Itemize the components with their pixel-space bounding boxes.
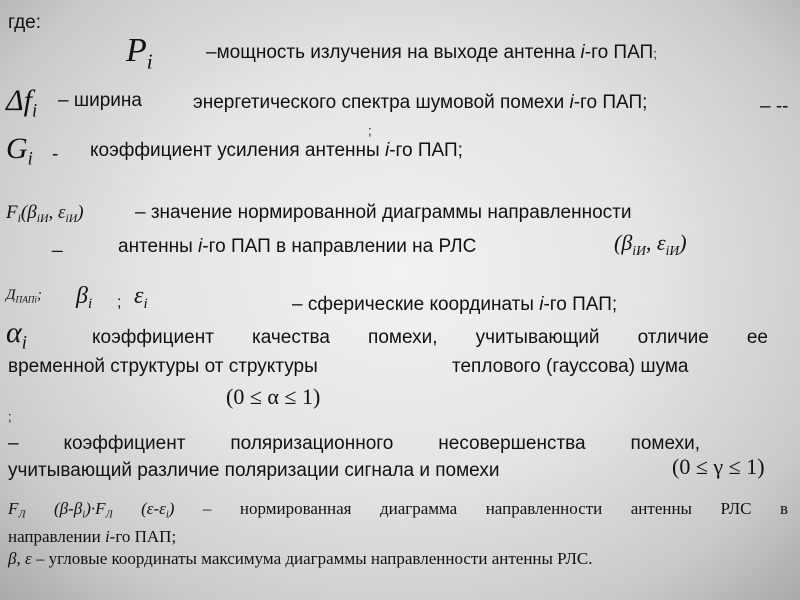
gain-description: коэффициент усиления антенны i-го ПАП;: [90, 140, 463, 161]
radar-pattern-note: $F_Л$ $(\beta-\beta_i)\cdot F_Л$ $(\varepsilon-\varepsilon_i)$ – нормированная диаграмма направленности антенны РЛС в направлении i-го ПАП;: [8, 499, 788, 546]
power-description: –мощность излучения на выходе антенна i-го ПАП;: [206, 42, 657, 63]
bandwidth-description: энергетического спектра шумовой помехи i-го ПАП;: [193, 92, 648, 113]
coords-semicolon: ;: [117, 294, 122, 311]
pattern-dash: _: [52, 232, 63, 253]
epsilon-symbol: $\varepsilon_i$: [134, 283, 148, 313]
bandwidth-symbol: $\Delta f_i$: [6, 84, 38, 122]
spherical-coords-description: – сферические координаты i-го ПАП;: [292, 294, 618, 315]
gamma-description-line2: учитывающий различие поляризации сигнала и помехи: [8, 460, 500, 481]
alpha-description-line3: теплового (гауссова) шума: [452, 356, 689, 377]
bandwidth-overflow-mark: – --: [760, 96, 789, 117]
where-label: где:: [8, 12, 42, 33]
pattern-direction-text: антенны i-го ПАП в направлении на РЛС: [118, 236, 477, 257]
beta-symbol: $\beta_i$: [76, 283, 93, 313]
alpha-range: (0 ≤ α ≤ 1): [226, 384, 321, 409]
pattern-description: – значение нормированной диаграммы направленности: [135, 202, 632, 223]
pattern-symbol: $F_i(\beta_{iИ}$, $\varepsilon_{iИ}$): [6, 202, 84, 226]
alpha-semicolon: ;: [8, 409, 12, 424]
gamma-description-line1: – коэффициент поляризационного несовершенства помехи,: [8, 433, 700, 454]
gamma-range: (0 ≤ γ ≤ 1): [672, 454, 765, 479]
radar-direction-coords: ($\beta_{iИ}$, $\varepsilon_{iИ}$): [614, 230, 687, 258]
bandwidth-dash-label: – ширина: [58, 90, 142, 111]
alpha-description-line2: временной структуры от структуры: [8, 356, 318, 377]
power-symbol: $P_i$: [126, 32, 153, 74]
alpha-symbol: $\alpha_i$: [6, 316, 27, 354]
gain-dash: -: [52, 144, 59, 165]
angular-coords-note: β, ε – угловые координаты максимума диаграммы направленности антенны РЛС.: [8, 549, 593, 568]
gain-symbol: $G_i$: [6, 132, 33, 170]
stray-semicolon: ;: [368, 123, 372, 138]
alpha-description-line1: коэффициент качества помехи, учитывающий отличие ее: [92, 327, 768, 348]
spherical-coords-symbols: $Д_{ПАПi}$;: [6, 287, 43, 306]
